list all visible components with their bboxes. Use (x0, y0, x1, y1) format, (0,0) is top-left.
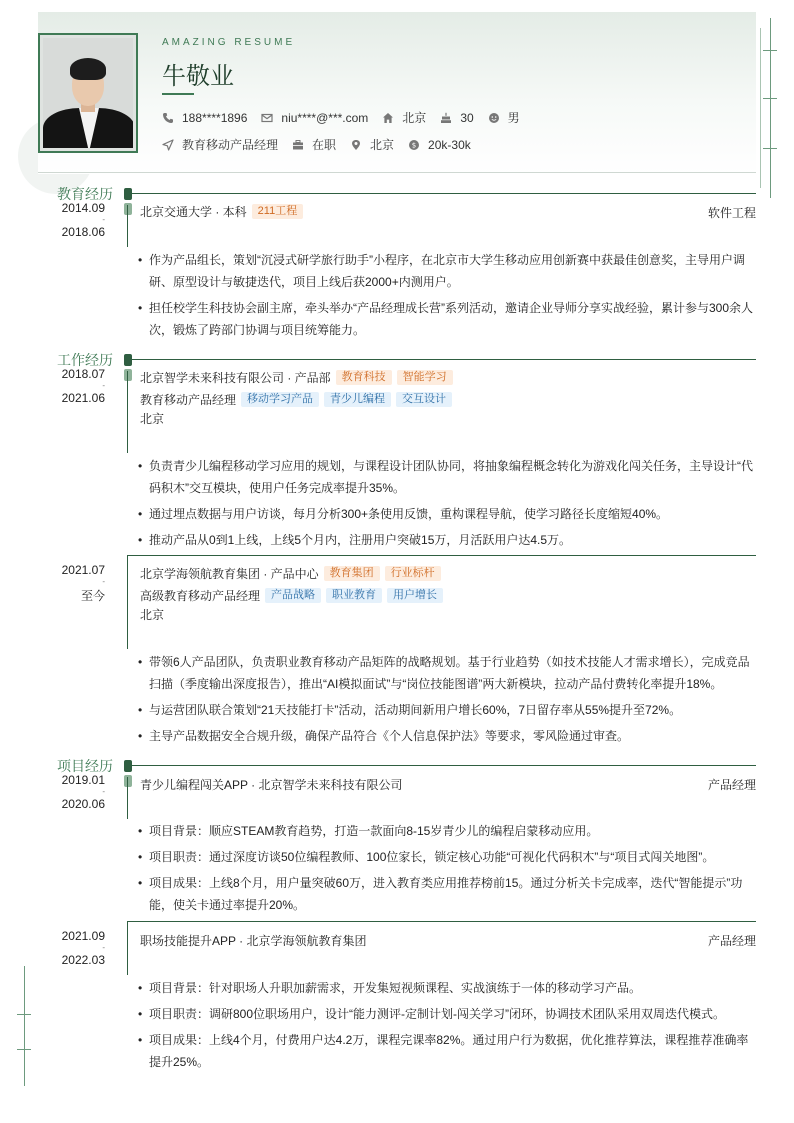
intent-salary-info (408, 138, 471, 152)
proj1-start-date: 2019.01 (61, 773, 105, 787)
gender-icon (488, 112, 500, 124)
decorative-tick (17, 1049, 31, 1050)
work1-role-row (140, 391, 452, 408)
intent-city-info (350, 136, 394, 153)
briefcase-icon (292, 139, 304, 151)
list-item: • 项目职责：通过深度访谈50位编程教师、100位家长，锁定核心功能“可视化代码积木”与“项目式闯关地图”。 (136, 846, 756, 868)
intent-salary-text: 20k-30k (428, 137, 471, 152)
list-item: • 主导产品数据安全合规升级，确保产品符合《个人信息保护法》等要求，零风险通过审查。 (136, 725, 756, 747)
proj1-name-row (140, 776, 402, 793)
list-item: • 担任校学生科技协会副主席，牵头举办“产品经理成长营”系列活动，邀请企业导师分享实战经验，累计参与300余人次，锻炼了跨部门协调与项目统筹能力。 (136, 297, 756, 341)
item-marker (124, 203, 132, 215)
intent-position-text: 教育移动产品经理 (182, 138, 279, 152)
list-item: • 负责青少儿编程移动学习应用的规划，与课程设计团队协同，将抽象编程概念转化为游戏化闯关任务，主导设计“代码积木”交互模块，使用户任务完成率提升35%。 (136, 455, 756, 499)
section-marker (124, 354, 132, 366)
phone-text: 188****1896 (182, 110, 248, 125)
decorative-line (760, 28, 761, 188)
work1-city: 北京 (140, 412, 165, 426)
email-text: niu****@***.com (281, 110, 369, 125)
list-item: • 推动产品从0到1上线，上线5个月内，注册用户突破15万，月活跃用户达4.5万。 (136, 529, 756, 551)
proj2-name-row (140, 932, 366, 949)
edu-tag: 211工程 (252, 204, 304, 219)
work2-city: 北京 (140, 608, 165, 622)
contact-row (162, 109, 534, 126)
edu-bullets (136, 249, 756, 345)
gender-text: 男 (507, 111, 520, 125)
phone-icon (162, 112, 174, 124)
send-icon (162, 139, 174, 151)
decorative-tick (763, 98, 777, 99)
work1-bullets (136, 455, 756, 555)
item-divider (128, 555, 756, 556)
section-title-work: 工作经历 (57, 352, 113, 368)
mail-icon (261, 112, 273, 124)
email-info (261, 111, 368, 125)
section-title-projects: 项目经历 (57, 758, 113, 774)
work2-company: 北京学海领航教育集团 · 产品中心 (140, 567, 319, 581)
decorative-tick (763, 148, 777, 149)
profile-photo (38, 33, 138, 153)
work1-start-date: 2018.07 (61, 367, 105, 381)
work1-role: 教育移动产品经理 (140, 393, 237, 407)
resume-subtitle: AMAZING RESUME (162, 37, 296, 48)
svg-text:$: $ (411, 141, 417, 150)
work1-role-tag: 交互设计 (396, 392, 452, 407)
edu-end-date: 2018.06 (61, 225, 105, 239)
proj2-bullets (136, 977, 756, 1077)
list-item: • 通过埋点数据与用户访谈，每月分析300+条使用反馈，重构课程导航，使学习路径长度缩短40%。 (136, 503, 756, 525)
work2-tag: 行业标杆 (385, 566, 441, 581)
section-title-education: 教育经历 (57, 186, 113, 202)
item-marker (124, 369, 132, 381)
name-underline (162, 93, 194, 95)
proj2-start-date: 2021.09 (61, 929, 105, 943)
list-item: • 项目背景：针对职场人升职加薪需求，开发集短视频课程、实战演练于一体的移动学习产品。 (136, 977, 756, 999)
phone-info (162, 111, 247, 125)
list-item: • 与运营团队联合策划“21天技能打卡”活动，活动期间新用户增长60%，7日留存率从55%提升至72%。 (136, 699, 756, 721)
work1-tag: 教育科技 (336, 370, 392, 385)
edu-school: 北京交通大学 · 本科 (140, 205, 247, 219)
item-timeline (127, 205, 128, 247)
edu-start-date: 2014.09 (61, 201, 105, 215)
home-text: 北京 (402, 111, 427, 125)
list-item: • 项目成果：上线8个月，用户量突破60万，进入教育类应用推荐榜前15。通过分析关卡完成率，迭代“智能提示”功能，使关卡通过率提升20%。 (136, 872, 756, 916)
avatar (43, 38, 133, 148)
section-marker (124, 188, 132, 200)
proj1-name: 青少儿编程闯关APP · 北京智学未来科技有限公司 (140, 778, 403, 792)
proj1-end-date: 2020.06 (61, 797, 105, 811)
work2-role-row (140, 587, 443, 604)
date-separator: - (102, 215, 105, 224)
proj2-role: 产品经理 (707, 934, 756, 948)
age-info (440, 111, 473, 125)
decorative-line (770, 18, 771, 198)
item-divider (128, 921, 756, 922)
work1-role-tag: 青少儿编程 (324, 392, 391, 407)
intent-position-info (162, 136, 278, 153)
gender-info (488, 109, 520, 126)
work1-company-row (140, 369, 453, 386)
work1-tag: 智能学习 (397, 370, 453, 385)
work2-start-date: 2021.07 (61, 563, 105, 577)
decorative-tick (17, 1014, 31, 1015)
work2-end-date: 至今 (80, 589, 105, 603)
work2-role: 高级教育移动产品经理 (140, 589, 261, 603)
header-divider (38, 172, 756, 173)
item-timeline (127, 777, 128, 819)
list-item: • 项目背景：顺应STEAM教育趋势，打造一款面向8-15岁青少儿的编程启蒙移动应用。 (136, 820, 756, 842)
date-separator: - (102, 381, 105, 390)
money-icon (408, 139, 420, 151)
work2-tag: 教育集团 (324, 566, 380, 581)
list-item: • 项目成果：上线4个月，付费用户达4.2万，课程完课率82%。通过用户行为数据，优化推荐算法，课程推荐准确率提升25%。 (136, 1029, 756, 1073)
date-separator: - (102, 577, 105, 586)
work1-end-date: 2021.06 (61, 391, 105, 405)
edu-school-row (140, 203, 303, 220)
item-timeline (127, 371, 128, 453)
proj2-end-date: 2022.03 (61, 953, 105, 967)
job-intent-row (162, 136, 485, 153)
proj2-name: 职场技能提升APP · 北京学海领航教育集团 (140, 934, 367, 948)
list-item: • 项目职责：调研800位职场用户，设计“能力测评-定制计划-闯关学习”闭环，协调技术团队采用双周迭代模式。 (136, 1003, 756, 1025)
section-divider (128, 359, 756, 360)
intent-city-text: 北京 (370, 138, 395, 152)
section-marker (124, 760, 132, 772)
intent-status-info (292, 136, 336, 153)
cake-icon (440, 112, 452, 124)
item-timeline (127, 555, 128, 649)
work2-role-tag: 产品战略 (265, 588, 321, 603)
work2-bullets (136, 651, 756, 751)
item-marker (124, 775, 132, 787)
list-item: • 作为产品组长，策划“沉浸式研学旅行助手”小程序，在北京市大学生移动应用创新赛中获最佳创意奖，主导用户调研、原型设计与敏捷迭代，项目上线后获2000+内测用户。 (136, 249, 756, 293)
work1-company: 北京智学未来科技有限公司 · 产品部 (140, 371, 331, 385)
work2-role-tag: 职业教育 (326, 588, 382, 603)
home-info (382, 109, 426, 126)
date-separator: - (102, 787, 105, 796)
intent-status-text: 在职 (312, 138, 337, 152)
item-timeline (127, 921, 128, 975)
proj1-role: 产品经理 (707, 778, 756, 792)
work1-role-tag: 移动学习产品 (241, 392, 319, 407)
list-item: • 带领6人产品团队，负责职业教育移动产品矩阵的战略规划。基于行业趋势（如技术技能人才需求增长），完成竞品扫描（季度输出深度报告），推出“AI模拟面试”与“岗位技能图谱”两大新模块，拉动产品付费转化率提升18%。 (136, 651, 756, 695)
section-divider (128, 193, 756, 194)
date-separator: - (102, 943, 105, 952)
section-divider (128, 765, 756, 766)
candidate-name: 牛敬业 (162, 63, 234, 90)
home-icon (382, 112, 394, 124)
work2-role-tag: 用户增长 (387, 588, 443, 603)
work2-company-row (140, 565, 441, 582)
age-text: 30 (460, 110, 474, 125)
proj1-bullets (136, 820, 756, 920)
edu-major: 软件工程 (707, 206, 756, 220)
location-icon (350, 139, 362, 151)
decorative-line (24, 966, 25, 1086)
decorative-tick (763, 50, 777, 51)
